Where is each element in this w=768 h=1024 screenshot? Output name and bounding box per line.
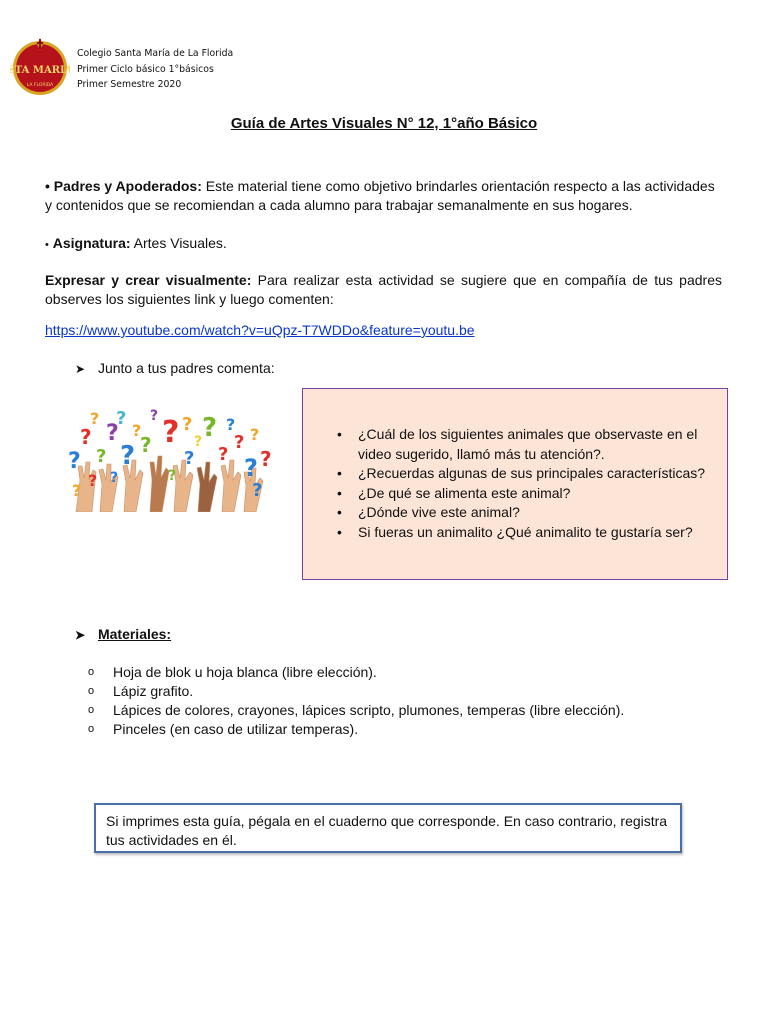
svg-text:?: ? <box>132 421 142 440</box>
svg-text:?: ? <box>234 432 245 453</box>
subject-bullet: • <box>45 239 49 251</box>
svg-text:?: ? <box>182 414 193 435</box>
svg-text:?: ? <box>150 408 159 424</box>
bullet-icon: • <box>337 504 342 520</box>
svg-text:?: ? <box>106 421 119 446</box>
svg-text:?: ? <box>88 471 98 490</box>
express-label: Expresar y crear visualmente: <box>45 272 252 288</box>
parents-paragraph <box>45 177 722 215</box>
svg-text:?: ? <box>202 413 218 443</box>
arrow-bullet-icon: ➤ <box>75 362 86 376</box>
comment-line <box>75 360 275 376</box>
subject-paragraph <box>45 234 722 255</box>
question-hands-image <box>66 400 276 512</box>
materials-heading-label: Materiales: <box>97 626 172 642</box>
page-title: Guía de Artes Visuales N° 12, 1°año Básico <box>230 115 538 132</box>
materials-heading <box>75 626 171 642</box>
parents-text: Este material tiene como objetivo brindarles orientación respecto a las actividades y contenidos que se recomiendan a cada alumno para trabajar semanalmente en sus hogares. <box>45 178 715 213</box>
svg-text:?: ? <box>68 449 81 474</box>
svg-text:?: ? <box>140 433 152 457</box>
material-item: o Pinceles (en caso de utilizar temperas). <box>88 721 359 737</box>
question-item: • Si fueras un animalito ¿Qué animalito te gustaría ser? <box>337 523 717 543</box>
svg-text:?: ? <box>184 448 195 469</box>
arrow-bullet-icon: ➤ <box>75 628 86 642</box>
material-item: o Hoja de blok u hoja blanca (libre elección). <box>88 664 377 680</box>
school-logo <box>10 36 70 96</box>
parents-label: • Padres y Apoderados: <box>45 178 202 194</box>
bullet-icon: • <box>337 484 342 501</box>
note-box: Si imprimes esta guía, pégala en el cuaderno que corresponde. En caso contrario, registra tus actividades en él. <box>94 803 682 853</box>
material-item: o Lápiz grafito. <box>88 683 194 699</box>
svg-text:?: ? <box>168 468 177 484</box>
svg-text:?: ? <box>110 470 119 486</box>
express-text: Para realizar esta actividad se sugiere que en compañía de tus padres observes los siguientes link y luego comenten: <box>45 272 722 307</box>
svg-text:?: ? <box>218 444 229 465</box>
subject-label: Asignatura: <box>52 235 131 251</box>
question-item: • ¿Dónde vive este animal? <box>337 503 717 523</box>
svg-text:?: ? <box>162 415 180 450</box>
semester-name: Primer Semestre 2020 <box>77 79 182 90</box>
svg-text:?: ? <box>194 434 203 450</box>
comment-label: Junto a tus padres comenta: <box>97 360 275 376</box>
svg-text:?: ? <box>250 425 260 444</box>
svg-text:?: ? <box>252 480 263 501</box>
questions-list <box>337 425 717 542</box>
school-header <box>77 46 233 93</box>
circle-bullet-icon: o <box>88 666 95 678</box>
youtube-link[interactable]: https://www.youtube.com/watch?v=uQpz-T7WDDo&feature=youtu.be <box>45 322 475 338</box>
bullet-icon: • <box>337 523 342 540</box>
cycle-name: Primer Ciclo básico 1°básicos <box>77 63 214 75</box>
svg-text:?: ? <box>96 446 107 467</box>
material-item: o Lápices de colores, crayones, lápices scripto, plumones, temperas (libre elección). <box>88 702 625 718</box>
materials-list <box>88 663 624 739</box>
circle-bullet-icon: o <box>88 704 95 716</box>
svg-text:?: ? <box>244 454 258 482</box>
svg-text:?: ? <box>260 447 272 471</box>
school-name: Colegio Santa María de La Florida <box>77 48 234 59</box>
circle-bullet-icon: o <box>88 685 95 697</box>
bullet-icon: • <box>337 426 342 442</box>
svg-text:?: ? <box>90 409 100 428</box>
svg-text:?: ? <box>226 415 236 434</box>
svg-text:?: ? <box>116 408 127 429</box>
svg-text:LA FLORIDA: LA FLORIDA <box>26 83 54 88</box>
svg-text:?: ? <box>120 441 136 471</box>
express-paragraph <box>45 271 722 309</box>
question-item: • ¿Cuál de los siguientes animales que observaste en el video sugerido, llamó más tu atención?. <box>337 426 698 462</box>
circle-bullet-icon: o <box>88 723 95 735</box>
bullet-icon: • <box>337 465 342 481</box>
question-item: • ¿Recuerdas algunas de sus principales características? <box>337 464 717 484</box>
svg-text:?: ? <box>72 481 82 500</box>
svg-text:STA MARIA: STA MARIA <box>10 65 70 76</box>
subject-text: Artes Visuales. <box>130 235 227 251</box>
question-item: • ¿De qué se alimenta este animal? <box>337 484 717 504</box>
questions-box <box>302 388 728 580</box>
svg-text:?: ? <box>80 425 92 449</box>
